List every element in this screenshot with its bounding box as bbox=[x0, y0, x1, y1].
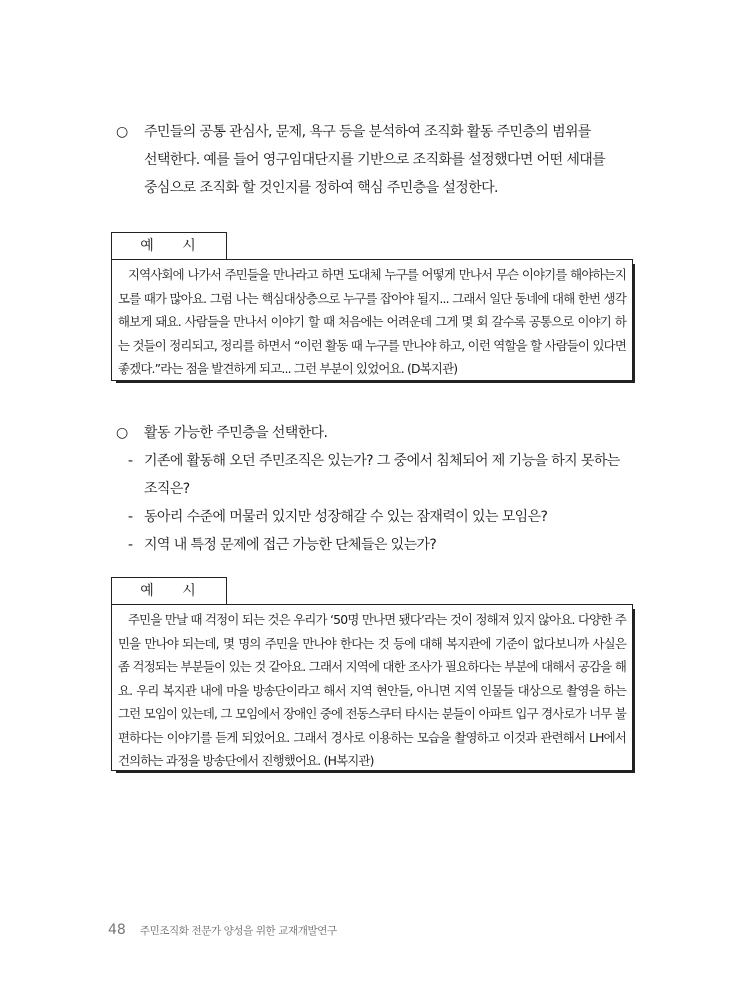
dash-bullet-icon: - bbox=[128, 453, 133, 469]
section1-line-3: 중심으로 조직화 할 것인지를 정하여 핵심 주민층을 설정한다. bbox=[144, 180, 498, 196]
section2-item-1-line-1: 기존에 활동해 오던 주민조직은 있는가? 그 중에서 침체되어 제 기능을 하지 못하는 bbox=[144, 453, 620, 469]
circle-bullet-icon: ○ bbox=[116, 124, 128, 140]
dash-bullet-icon: - bbox=[128, 509, 133, 525]
example1-box bbox=[111, 259, 633, 381]
page-footer bbox=[108, 922, 337, 942]
example2-tag: 예 시 bbox=[111, 577, 227, 604]
page-number: 48 bbox=[108, 922, 126, 938]
dash-bullet-icon: - bbox=[128, 537, 133, 553]
footer-title: 주민조직화 전문가 양성을 위한 교재개발연구 bbox=[139, 925, 337, 937]
example2-text: 주민을 만날 때 걱정이 되는 것은 우리가 ‘50명 만나면 됐다’라는 것이 정해져 있지 않아요. 다양한 주민을 만나야 되는데, 몇 명의 주민을 만나야 한다는 것 등에 대해 복지관에 기준이 없다보니까 사실은 좀 걱정되는 부분들이 있는 것 같아요. 그래서 지역에 대한 조사가 필요하다는 부분에 대해서 공감을 해요. 우리 복지관 내에 마을 방송단이라고 해서 지역 현안들, 아니면 지역 인물들 대상으로 촬영을 하는 그런 모임이 있는데, 그 모임에서 장애인 중에 전동스쿠터 타시는 분들이 아파트 입구 경사로가 너무 불편하다는 이야기를 듣게 되었어요. 그래서 경사로 이용하는 모습을 촬영하고 이것과 관련해서 LH에서 건의하는 과정을 방송단에서 진행했어요. (H복지관) bbox=[118, 612, 626, 768]
example1-text: 지역사회에 나가서 주민들을 만나라고 하면 도대체 누구를 어떻게 만나서 무슨 이야기를 해야하는지 모를 때가 많아요. 그럼 나는 핵심대상층으로 누구를 잡아야 될지... 그래서 일단 동네에 대해 한번 생각해보게 돼요. 사람들을 만나서 이야기 할 때 처음에는 어려운데 그게 몇 회 갈수록 공통으로 이야기 하는 것들이 정리되고, 정리를 하면서 “이런 활동 때 누구를 만나야 하고, 이런 역할을 할 사람들이 있다면 좋겠다.”라는 점을 발견하게 되고... 그런 부분이 있었어요. (D복지관) bbox=[118, 267, 626, 376]
circle-bullet-icon: ○ bbox=[116, 425, 128, 441]
example2-box bbox=[111, 604, 633, 771]
section1-paragraph bbox=[116, 118, 638, 202]
section2-title: 활동 가능한 주민층을 선택한다. bbox=[144, 425, 328, 441]
section2-item-3: 지역 내 특정 문제에 접근 가능한 단체들은 있는가? bbox=[144, 537, 437, 553]
section2-paragraph bbox=[116, 419, 638, 559]
section1-line-1: 주민들의 공통 관심사, 문제, 욕구 등을 분석하여 조직화 활동 주민층의 범위를 bbox=[144, 124, 591, 140]
section2-item-1-line-2: 조직은? bbox=[144, 481, 190, 497]
example1-tag: 예 시 bbox=[111, 232, 227, 259]
section1-line-2: 선택한다. 예를 들어 영구임대단지를 기반으로 조직화를 설정했다면 어떤 세대를 bbox=[144, 152, 606, 168]
section2-item-2: 동아리 수준에 머물러 있지만 성장해갈 수 있는 잠재력이 있는 모임은? bbox=[144, 509, 548, 525]
